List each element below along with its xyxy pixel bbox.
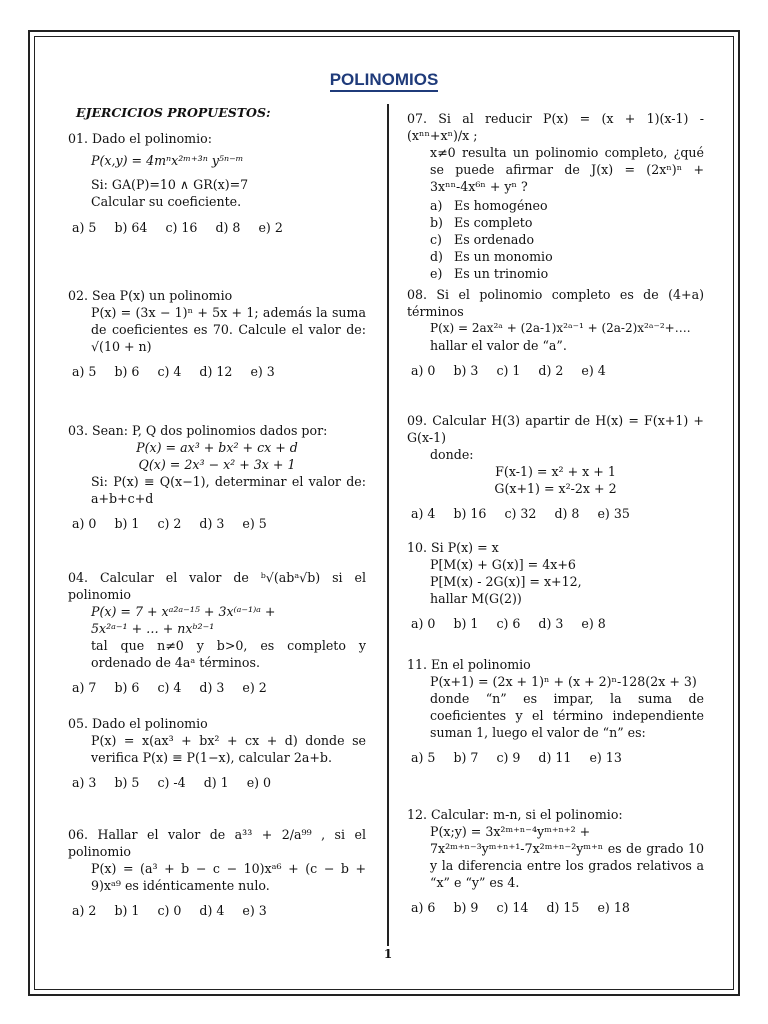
polynomial-expression: P(x) = (3x − 1)ⁿ + 5x + 1; además la suma de coeficientes es 70. Calcule el valor de: √(10 + n) bbox=[91, 305, 366, 354]
alt-text: Es homogéneo bbox=[454, 198, 548, 213]
exercise-11 bbox=[407, 656, 704, 806]
option-d: d) 3 bbox=[199, 680, 225, 695]
option-c: c) 1 bbox=[496, 363, 521, 378]
exercise-statement: 03. Sean: P, Q dos polinomios dados por: bbox=[68, 423, 328, 438]
question-text: Calcular su coeficiente. bbox=[91, 194, 242, 209]
option-c: c) 16 bbox=[165, 220, 198, 235]
question-text: donde “n” es impar, la suma de coeficientes y el término independiente suman 1, luego el valor de “n” es: bbox=[430, 691, 704, 740]
exercise-03 bbox=[68, 422, 366, 569]
function-g: G(x+1) = x²-2x + 2 bbox=[494, 481, 617, 496]
polynomial-expression: P(x) = (a³ + b − c − 10)xᵃ⁶ + (c − b + 9)xᵃ⁹ es idénticamente nulo. bbox=[91, 861, 366, 893]
option-c: c) 9 bbox=[496, 750, 521, 765]
polynomial-expression: P(x) = 7 + xᵃ²ᵃ⁻¹⁵ + 3x⁽ᵃ⁻¹⁾ᵃ + bbox=[91, 604, 276, 619]
option-c: c) 4 bbox=[157, 680, 182, 695]
alt-letter: d) bbox=[430, 249, 443, 264]
option-d: d) 15 bbox=[546, 900, 580, 915]
exercise-05 bbox=[68, 715, 366, 826]
exercise-08 bbox=[407, 286, 704, 412]
option-c: c) 32 bbox=[504, 506, 537, 521]
answer-options bbox=[68, 902, 366, 919]
equation-1: P[M(x) + G(x)] = 4x+6 bbox=[430, 557, 576, 572]
option-b: b) 7 bbox=[453, 750, 479, 765]
option-a: a) 5 bbox=[72, 364, 97, 379]
option-d: d) 11 bbox=[538, 750, 572, 765]
option-b: b) 1 bbox=[453, 616, 479, 631]
option-a: a) 0 bbox=[411, 616, 436, 631]
exercise-07 bbox=[407, 110, 704, 286]
option-d: d) 3 bbox=[199, 516, 225, 531]
exercise-statement: 02. Sea P(x) un polinomio bbox=[68, 288, 233, 303]
option-e: e) 0 bbox=[246, 775, 272, 790]
exercise-statement: 06. Hallar el valor de a³³ + 2/a⁹⁹ , si el polinomio bbox=[68, 827, 366, 859]
exercise-statement: 04. Calcular el valor de ᵇ√(abᵃ√b) si el polinomio bbox=[68, 570, 366, 602]
option-b: b) 6 bbox=[114, 680, 140, 695]
exercise-06 bbox=[68, 826, 366, 919]
option-d: d) 8 bbox=[554, 506, 580, 521]
alternative-a bbox=[430, 197, 704, 214]
alt-letter: e) bbox=[430, 266, 443, 281]
alternative-c bbox=[430, 231, 704, 248]
polynomial-q: Q(x) = 2x³ − x² + 3x + 1 bbox=[138, 457, 296, 472]
page-title: POLINOMIOS bbox=[0, 70, 768, 90]
polynomial-expression: P(x) = x(ax³ + bx² + cx + d) donde se verifica P(x) ≡ P(1−x), calcular 2a+b. bbox=[91, 733, 366, 765]
question-text: x≠0 resulta un polinomio completo, ¿qué se puede afirmar de J(x) = (2xⁿ)ⁿ + 3xⁿⁿ-4x⁶ⁿ + yⁿ ? bbox=[430, 145, 704, 194]
option-c: c) 14 bbox=[496, 900, 529, 915]
option-b: b) 5 bbox=[114, 775, 140, 790]
option-b: b) 9 bbox=[453, 900, 479, 915]
answer-options bbox=[68, 219, 366, 236]
answer-options bbox=[68, 363, 366, 380]
option-d: d) 2 bbox=[538, 363, 564, 378]
option-b: b) 1 bbox=[114, 516, 140, 531]
option-b: b) 16 bbox=[453, 506, 487, 521]
option-c: c) 6 bbox=[496, 616, 521, 631]
option-b: b) 64 bbox=[114, 220, 148, 235]
question-text: tal que n≠0 y b>0, es completo y ordenado de 4aᵃ términos. bbox=[91, 638, 366, 670]
option-b: b) 6 bbox=[114, 364, 140, 379]
polynomial-expression: P(x) = 2ax²ᵃ + (2a-1)x²ᵃ⁻¹ + (2a-2)x²ᵃ⁻²+…. bbox=[430, 321, 691, 335]
exercise-02 bbox=[68, 287, 366, 422]
exercise-12 bbox=[407, 806, 704, 916]
polynomial-expression-cont: 5x²ᵃ⁻¹ + … + nxᵇ²⁻¹ bbox=[91, 621, 215, 636]
option-a: a) 5 bbox=[72, 220, 97, 235]
option-d: d) 12 bbox=[199, 364, 233, 379]
alt-text: Es un trinomio bbox=[454, 266, 549, 281]
option-d: d) 3 bbox=[538, 616, 564, 631]
answer-alternatives bbox=[407, 197, 704, 282]
question-text: 7x²ᵐ⁺ⁿ⁻³yᵐ⁺ⁿ⁺¹-7x²ᵐ⁺ⁿ⁻²yᵐ⁺ⁿ es de grado 10 y la diferencia entre los grados relativos a “x” e “y” es 4. bbox=[430, 841, 704, 890]
option-e: e) 3 bbox=[250, 364, 275, 379]
exercise-statement: 01. Dado el polinomio: bbox=[68, 131, 212, 146]
exercise-statement: 12. Calcular: m-n, si el polinomio: bbox=[407, 807, 623, 822]
exercise-statement: 05. Dado el polinomio bbox=[68, 716, 208, 731]
polynomial-p: P(x) = ax³ + bx² + cx + d bbox=[136, 440, 298, 455]
option-d: d) 1 bbox=[203, 775, 229, 790]
option-a: a) 7 bbox=[72, 680, 97, 695]
answer-options bbox=[68, 515, 366, 532]
right-column bbox=[407, 110, 704, 916]
exercise-statement: 11. En el polinomio bbox=[407, 657, 531, 672]
answer-options bbox=[407, 505, 704, 522]
option-e: e) 5 bbox=[242, 516, 267, 531]
option-a: a) 4 bbox=[411, 506, 436, 521]
exercise-statement: 07. Si al reducir P(x) = (x + 1)(x-1) - (xⁿⁿ+xⁿ)/x ; bbox=[407, 111, 704, 143]
polynomial-expression: P(x,y) = 4mⁿx²ᵐ⁺³ⁿ y⁵ⁿ⁻ᵐ bbox=[91, 153, 244, 168]
option-e: e) 4 bbox=[581, 363, 606, 378]
column-divider bbox=[387, 104, 389, 946]
answer-options bbox=[68, 679, 366, 696]
option-c: c) 0 bbox=[157, 903, 182, 918]
where-label: donde: bbox=[430, 447, 474, 462]
question-text: hallar M(G(2)) bbox=[430, 591, 522, 606]
option-a: a) 3 bbox=[72, 775, 97, 790]
option-a: a) 2 bbox=[72, 903, 97, 918]
question-text: Si: P(x) ≡ Q(x−1), determinar el valor de: a+b+c+d bbox=[91, 474, 366, 506]
option-d: d) 8 bbox=[215, 220, 241, 235]
page-number: 1 bbox=[383, 947, 393, 961]
alt-text: Es ordenado bbox=[454, 232, 535, 247]
answer-options bbox=[68, 774, 366, 791]
polynomial-expression: P(x+1) = (2x + 1)ⁿ + (x + 2)ⁿ-128(2x + 3) bbox=[430, 674, 697, 689]
condition-text: Si: GA(P)=10 ∧ GR(x)=7 bbox=[91, 177, 249, 192]
question-text: hallar el valor de “a”. bbox=[430, 338, 567, 353]
exercise-10 bbox=[407, 539, 704, 656]
exercise-statement: 10. Si P(x) = x bbox=[407, 540, 499, 555]
exercise-09 bbox=[407, 412, 704, 539]
option-e: e) 13 bbox=[589, 750, 622, 765]
exercise-statement: 09. Calcular H(3) apartir de H(x) = F(x+1) + G(x-1) bbox=[407, 413, 704, 445]
option-b: b) 1 bbox=[114, 903, 140, 918]
option-e: e) 8 bbox=[581, 616, 606, 631]
answer-options bbox=[407, 749, 704, 766]
alt-text: Es completo bbox=[454, 215, 533, 230]
section-subtitle: EJERCICIOS PROPUESTOS: bbox=[76, 105, 271, 120]
answer-options bbox=[407, 362, 704, 379]
alternative-d bbox=[430, 248, 704, 265]
left-column bbox=[68, 104, 366, 919]
option-d: d) 4 bbox=[199, 903, 225, 918]
equation-2: P[M(x) - 2G(x)] = x+12, bbox=[430, 574, 582, 589]
option-c: c) -4 bbox=[157, 775, 186, 790]
option-e: e) 35 bbox=[597, 506, 630, 521]
option-a: a) 6 bbox=[411, 900, 436, 915]
option-c: c) 2 bbox=[157, 516, 182, 531]
alt-letter: b) bbox=[430, 215, 443, 230]
polynomial-expression: P(x;y) = 3x²ᵐ⁺ⁿ⁻⁴yᵐ⁺ⁿ⁺² + bbox=[430, 824, 591, 839]
alternative-e bbox=[430, 265, 704, 282]
alt-text: Es un monomio bbox=[454, 249, 553, 264]
exercise-statement: 08. Si el polinomio completo es de (4+a) términos bbox=[407, 287, 704, 319]
alt-letter: c) bbox=[430, 232, 442, 247]
option-e: e) 2 bbox=[242, 680, 267, 695]
answer-options bbox=[407, 899, 704, 916]
option-e: e) 3 bbox=[242, 903, 267, 918]
option-b: b) 3 bbox=[453, 363, 479, 378]
alt-letter: a) bbox=[430, 198, 443, 213]
option-c: c) 4 bbox=[157, 364, 182, 379]
option-e: e) 18 bbox=[597, 900, 630, 915]
exercise-01 bbox=[68, 130, 366, 287]
option-a: a) 5 bbox=[411, 750, 436, 765]
option-a: a) 0 bbox=[411, 363, 436, 378]
answer-options bbox=[407, 615, 704, 632]
exercise-04 bbox=[68, 569, 366, 715]
option-a: a) 0 bbox=[72, 516, 97, 531]
option-e: e) 2 bbox=[258, 220, 283, 235]
alternative-b bbox=[430, 214, 704, 231]
function-f: F(x-1) = x² + x + 1 bbox=[495, 464, 616, 479]
